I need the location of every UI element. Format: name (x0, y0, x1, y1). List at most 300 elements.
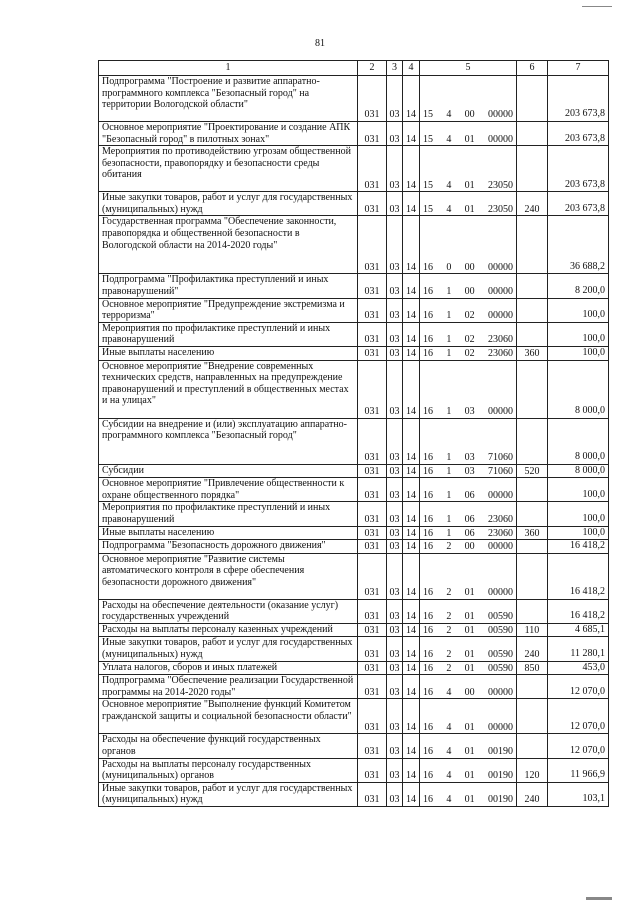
event-code: 01 (464, 587, 475, 599)
amount: 203 673,8 (548, 146, 609, 192)
code-ministry: 031 (358, 122, 387, 146)
event-code: 02 (464, 334, 475, 346)
table-row (99, 216, 609, 274)
program-code: 16 (423, 686, 433, 698)
program-code: 16 (423, 624, 433, 636)
row-name: Иные выплаты населению (99, 346, 358, 360)
expense-type-code (517, 599, 548, 623)
amount: 100,0 (548, 298, 609, 322)
expense-type-code: 240 (517, 637, 548, 661)
event-code: 03 (464, 451, 475, 463)
program-code: 16 (423, 310, 433, 322)
row-name: Основное мероприятие "Проектирование и создание АПК "Безопасный город" в пилотных зонах" (99, 122, 358, 146)
event-code: 00 (464, 285, 475, 297)
amount: 4 685,1 (548, 623, 609, 637)
program-code: 16 (423, 334, 433, 346)
amount: 100,0 (548, 346, 609, 360)
code-ministry: 031 (358, 637, 387, 661)
code-ministry: 031 (358, 599, 387, 623)
code-ministry: 031 (358, 661, 387, 675)
direction-code: 00000 (487, 133, 513, 145)
code-ministry: 031 (358, 758, 387, 782)
subprogram-code: 4 (446, 770, 452, 782)
subprogram-code: 4 (446, 203, 452, 215)
row-name: Субсидии (99, 464, 358, 478)
row-name: Основное мероприятие "Выполнение функций Комитетом гражданской защиты и социальной безопасности области" (99, 699, 358, 734)
expense-type-code: 240 (517, 192, 548, 216)
program-code: 16 (423, 513, 433, 525)
code-section: 03 (387, 734, 403, 758)
program-code: 16 (423, 541, 433, 553)
target-item-code (420, 526, 517, 540)
expense-type-code: 110 (517, 623, 548, 637)
row-name: Расходы на обеспечение функций государственных органов (99, 734, 358, 758)
event-code: 01 (464, 649, 475, 661)
subprogram-code: 1 (446, 347, 452, 359)
code-subsection: 14 (403, 418, 420, 464)
subprogram-code: 1 (446, 451, 452, 463)
amount: 100,0 (548, 322, 609, 346)
code-ministry: 031 (358, 478, 387, 502)
event-code: 00 (464, 686, 475, 698)
expense-type-code (517, 540, 548, 554)
code-section: 03 (387, 478, 403, 502)
code-subsection: 14 (403, 661, 420, 675)
target-item-code (420, 623, 517, 637)
row-name: Уплата налогов, сборов и иных платежей (99, 661, 358, 675)
direction-code: 23060 (487, 527, 513, 539)
code-subsection: 14 (403, 216, 420, 274)
expense-type-code: 850 (517, 661, 548, 675)
target-item-code (420, 216, 517, 274)
expense-type-code (517, 699, 548, 734)
subprogram-code: 1 (446, 489, 452, 501)
row-name: Мероприятия по профилактике преступлений и иных правонарушений (99, 502, 358, 526)
row-name: Основное мероприятие "Предупреждение экстремизма и терроризма" (99, 298, 358, 322)
direction-code: 00000 (487, 405, 513, 417)
table-row (99, 360, 609, 418)
program-code: 16 (423, 746, 433, 758)
table-row (99, 192, 609, 216)
code-ministry: 031 (358, 216, 387, 274)
program-code: 16 (423, 405, 433, 417)
direction-code: 00000 (487, 541, 513, 553)
expense-type-code (517, 298, 548, 322)
target-item-code (420, 502, 517, 526)
row-name: Расходы на выплаты персоналу казенных учреждений (99, 623, 358, 637)
direction-code: 00000 (487, 285, 513, 297)
expense-type-code: 240 (517, 782, 548, 806)
table-row (99, 734, 609, 758)
program-code: 16 (423, 662, 433, 674)
subprogram-code: 2 (446, 649, 452, 661)
code-subsection: 14 (403, 675, 420, 699)
event-code: 01 (464, 203, 475, 215)
scan-mark (586, 897, 612, 900)
program-code: 16 (423, 347, 433, 359)
subprogram-code: 1 (446, 285, 452, 297)
amount: 12 070,0 (548, 734, 609, 758)
target-item-code (420, 599, 517, 623)
row-name: Мероприятия по противодействию угрозам общественной безопасности, правопорядку и безопасности среды обитания (99, 146, 358, 192)
code-ministry: 031 (358, 675, 387, 699)
amount: 11 966,9 (548, 758, 609, 782)
code-ministry: 031 (358, 192, 387, 216)
direction-code: 00590 (487, 662, 513, 674)
program-code: 16 (423, 527, 433, 539)
code-subsection: 14 (403, 122, 420, 146)
code-section: 03 (387, 758, 403, 782)
code-ministry: 031 (358, 699, 387, 734)
direction-code: 00590 (487, 649, 513, 661)
subprogram-code: 2 (446, 624, 452, 636)
amount: 8 000,0 (548, 464, 609, 478)
subprogram-code: 1 (446, 405, 452, 417)
program-code: 16 (423, 489, 433, 501)
code-section: 03 (387, 699, 403, 734)
code-subsection: 14 (403, 782, 420, 806)
code-subsection: 14 (403, 553, 420, 599)
program-code: 16 (423, 611, 433, 623)
direction-code: 00000 (487, 489, 513, 501)
code-ministry: 031 (358, 782, 387, 806)
amount: 103,1 (548, 782, 609, 806)
table-header-row (99, 61, 609, 76)
code-subsection: 14 (403, 540, 420, 554)
table-row (99, 502, 609, 526)
code-subsection: 14 (403, 464, 420, 478)
program-code: 16 (423, 587, 433, 599)
table-row (99, 637, 609, 661)
subprogram-code: 2 (446, 611, 452, 623)
code-section: 03 (387, 76, 403, 122)
direction-code: 23050 (487, 203, 513, 215)
event-code: 00 (464, 261, 475, 273)
expense-type-code (517, 146, 548, 192)
amount: 8 000,0 (548, 418, 609, 464)
direction-code: 00000 (487, 261, 513, 273)
code-subsection: 14 (403, 76, 420, 122)
event-code: 06 (464, 513, 475, 525)
direction-code: 00590 (487, 611, 513, 623)
table-row (99, 464, 609, 478)
table-row (99, 346, 609, 360)
program-code: 15 (423, 179, 433, 191)
row-name: Иные закупки товаров, работ и услуг для государственных (муниципальных) нужд (99, 637, 358, 661)
table-row (99, 758, 609, 782)
event-code: 01 (464, 624, 475, 636)
amount: 203 673,8 (548, 122, 609, 146)
subprogram-code: 1 (446, 310, 452, 322)
code-subsection: 14 (403, 192, 420, 216)
code-ministry: 031 (358, 76, 387, 122)
code-ministry: 031 (358, 734, 387, 758)
table-row (99, 274, 609, 298)
target-item-code (420, 346, 517, 360)
code-subsection: 14 (403, 734, 420, 758)
row-name: Подпрограмма "Обеспечение реализации Государственной программы на 2014-2020 годы" (99, 675, 358, 699)
expense-type-code (517, 675, 548, 699)
code-section: 03 (387, 346, 403, 360)
amount: 100,0 (548, 478, 609, 502)
amount: 100,0 (548, 502, 609, 526)
table-row (99, 76, 609, 122)
expense-type-code: 120 (517, 758, 548, 782)
code-section: 03 (387, 637, 403, 661)
row-name: Расходы на обеспечение деятельности (оказание услуг) государственных учреждений (99, 599, 358, 623)
row-name: Государственная программа "Обеспечение законности, правопорядка и общественной безопасности в Вологодской области на 2014-2020 годы" (99, 216, 358, 274)
code-ministry: 031 (358, 540, 387, 554)
subprogram-code: 4 (446, 746, 452, 758)
table-row (99, 418, 609, 464)
col-header-3: 3 (387, 61, 403, 76)
direction-code: 23060 (487, 513, 513, 525)
target-item-code (420, 734, 517, 758)
event-code: 01 (464, 770, 475, 782)
target-item-code (420, 553, 517, 599)
amount: 8 000,0 (548, 360, 609, 418)
code-subsection: 14 (403, 623, 420, 637)
expense-type-code (517, 418, 548, 464)
subprogram-code: 4 (446, 721, 452, 733)
col-header-5: 5 (420, 61, 517, 76)
code-section: 03 (387, 122, 403, 146)
row-name: Основное мероприятие "Внедрение современных технических средств, направленных на предупреждение правонарушений и преступлений в общественных местах и на улицах" (99, 360, 358, 418)
target-item-code (420, 758, 517, 782)
expense-type-code (517, 502, 548, 526)
direction-code: 23050 (487, 179, 513, 191)
row-name: Подпрограмма "Построение и развитие аппаратно-программного комплекса "Безопасный город" на территории Вологодской области" (99, 76, 358, 122)
table-row (99, 599, 609, 623)
amount: 203 673,8 (548, 76, 609, 122)
row-name: Расходы на выплаты персоналу государственных (муниципальных) органов (99, 758, 358, 782)
target-item-code (420, 274, 517, 298)
code-section: 03 (387, 418, 403, 464)
direction-code: 00190 (487, 770, 513, 782)
row-name: Основное мероприятие "Развитие системы автоматического контроля в сфере обеспечения безопасности дорожного движения" (99, 553, 358, 599)
event-code: 01 (464, 746, 475, 758)
code-ministry: 031 (358, 623, 387, 637)
code-subsection: 14 (403, 526, 420, 540)
code-section: 03 (387, 782, 403, 806)
target-item-code (420, 122, 517, 146)
col-header-4: 4 (403, 61, 420, 76)
subprogram-code: 1 (446, 527, 452, 539)
code-subsection: 14 (403, 637, 420, 661)
program-code: 16 (423, 451, 433, 463)
code-subsection: 14 (403, 298, 420, 322)
code-section: 03 (387, 464, 403, 478)
target-item-code (420, 699, 517, 734)
subprogram-code: 4 (446, 686, 452, 698)
expense-type-code: 360 (517, 526, 548, 540)
table-row (99, 661, 609, 675)
code-ministry: 031 (358, 298, 387, 322)
direction-code: 71060 (487, 451, 513, 463)
code-section: 03 (387, 146, 403, 192)
code-section: 03 (387, 216, 403, 274)
event-code: 03 (464, 465, 475, 477)
program-code: 15 (423, 109, 433, 121)
event-code: 06 (464, 527, 475, 539)
table-body (99, 76, 609, 807)
program-code: 16 (423, 649, 433, 661)
col-header-6: 6 (517, 61, 548, 76)
amount: 203 673,8 (548, 192, 609, 216)
amount: 16 418,2 (548, 540, 609, 554)
amount: 453,0 (548, 661, 609, 675)
table-row (99, 540, 609, 554)
code-section: 03 (387, 661, 403, 675)
amount: 8 200,0 (548, 274, 609, 298)
subprogram-code: 1 (446, 334, 452, 346)
direction-code: 00190 (487, 746, 513, 758)
target-item-code (420, 464, 517, 478)
code-section: 03 (387, 599, 403, 623)
code-ministry: 031 (358, 553, 387, 599)
code-section: 03 (387, 502, 403, 526)
event-code: 03 (464, 405, 475, 417)
code-subsection: 14 (403, 478, 420, 502)
direction-code: 00000 (487, 686, 513, 698)
code-section: 03 (387, 675, 403, 699)
subprogram-code: 2 (446, 541, 452, 553)
target-item-code (420, 192, 517, 216)
code-subsection: 14 (403, 758, 420, 782)
target-item-code (420, 76, 517, 122)
event-code: 01 (464, 721, 475, 733)
target-item-code (420, 298, 517, 322)
direction-code: 00190 (487, 794, 513, 806)
table-row (99, 699, 609, 734)
code-section: 03 (387, 192, 403, 216)
expense-type-code (517, 76, 548, 122)
table-row (99, 675, 609, 699)
col-header-1: 1 (99, 61, 358, 76)
code-ministry: 031 (358, 464, 387, 478)
expense-type-code: 360 (517, 346, 548, 360)
code-ministry: 031 (358, 418, 387, 464)
code-section: 03 (387, 623, 403, 637)
direction-code: 23060 (487, 334, 513, 346)
subprogram-code: 2 (446, 587, 452, 599)
direction-code: 00000 (487, 310, 513, 322)
target-item-code (420, 782, 517, 806)
program-code: 15 (423, 133, 433, 145)
direction-code: 00000 (487, 109, 513, 121)
event-code: 02 (464, 347, 475, 359)
code-subsection: 14 (403, 146, 420, 192)
col-header-7: 7 (548, 61, 609, 76)
program-code: 16 (423, 794, 433, 806)
target-item-code (420, 675, 517, 699)
row-name: Основное мероприятие "Привлечение общественности к охране общественного порядка" (99, 478, 358, 502)
target-item-code (420, 322, 517, 346)
expense-type-code (517, 122, 548, 146)
budget-table (98, 60, 609, 807)
row-name: Иные закупки товаров, работ и услуг для государственных (муниципальных) нужд (99, 192, 358, 216)
page-number: 81 (315, 38, 325, 49)
direction-code: 71060 (487, 465, 513, 477)
code-subsection: 14 (403, 346, 420, 360)
expense-type-code: 520 (517, 464, 548, 478)
subprogram-code: 4 (446, 794, 452, 806)
program-code: 16 (423, 770, 433, 782)
code-ministry: 031 (358, 146, 387, 192)
program-code: 16 (423, 721, 433, 733)
table-row (99, 623, 609, 637)
code-subsection: 14 (403, 599, 420, 623)
code-section: 03 (387, 274, 403, 298)
event-code: 01 (464, 611, 475, 623)
code-section: 03 (387, 322, 403, 346)
row-name: Иные закупки товаров, работ и услуг для государственных (муниципальных) нужд (99, 782, 358, 806)
amount: 36 688,2 (548, 216, 609, 274)
code-subsection: 14 (403, 360, 420, 418)
row-name: Мероприятия по профилактике преступлений и иных правонарушений (99, 322, 358, 346)
amount: 12 070,0 (548, 699, 609, 734)
row-name: Подпрограмма "Профилактика преступлений и иных правонарушений" (99, 274, 358, 298)
subprogram-code: 4 (446, 109, 452, 121)
code-section: 03 (387, 360, 403, 418)
event-code: 01 (464, 179, 475, 191)
row-name: Иные выплаты населению (99, 526, 358, 540)
expense-type-code (517, 216, 548, 274)
amount: 100,0 (548, 526, 609, 540)
event-code: 02 (464, 310, 475, 322)
table-row (99, 298, 609, 322)
code-subsection: 14 (403, 502, 420, 526)
table-row (99, 146, 609, 192)
expense-type-code (517, 734, 548, 758)
direction-code: 00590 (487, 624, 513, 636)
code-section: 03 (387, 526, 403, 540)
code-subsection: 14 (403, 322, 420, 346)
table-row (99, 478, 609, 502)
table-row (99, 122, 609, 146)
subprogram-code: 2 (446, 662, 452, 674)
expense-type-code (517, 322, 548, 346)
table-row (99, 322, 609, 346)
col-header-2: 2 (358, 61, 387, 76)
amount: 11 280,1 (548, 637, 609, 661)
target-item-code (420, 661, 517, 675)
table-row (99, 526, 609, 540)
target-item-code (420, 478, 517, 502)
row-name: Подпрограмма "Безопасность дорожного движения" (99, 540, 358, 554)
scan-mark (582, 6, 612, 7)
event-code: 01 (464, 794, 475, 806)
target-item-code (420, 146, 517, 192)
code-subsection: 14 (403, 699, 420, 734)
event-code: 06 (464, 489, 475, 501)
code-ministry: 031 (358, 346, 387, 360)
expense-type-code (517, 360, 548, 418)
target-item-code (420, 540, 517, 554)
subprogram-code: 1 (446, 465, 452, 477)
expense-type-code (517, 478, 548, 502)
subprogram-code: 4 (446, 133, 452, 145)
amount: 12 070,0 (548, 675, 609, 699)
target-item-code (420, 360, 517, 418)
code-subsection: 14 (403, 274, 420, 298)
event-code: 01 (464, 662, 475, 674)
program-code: 16 (423, 285, 433, 297)
code-ministry: 031 (358, 322, 387, 346)
table-row (99, 553, 609, 599)
expense-type-code (517, 274, 548, 298)
target-item-code (420, 637, 517, 661)
